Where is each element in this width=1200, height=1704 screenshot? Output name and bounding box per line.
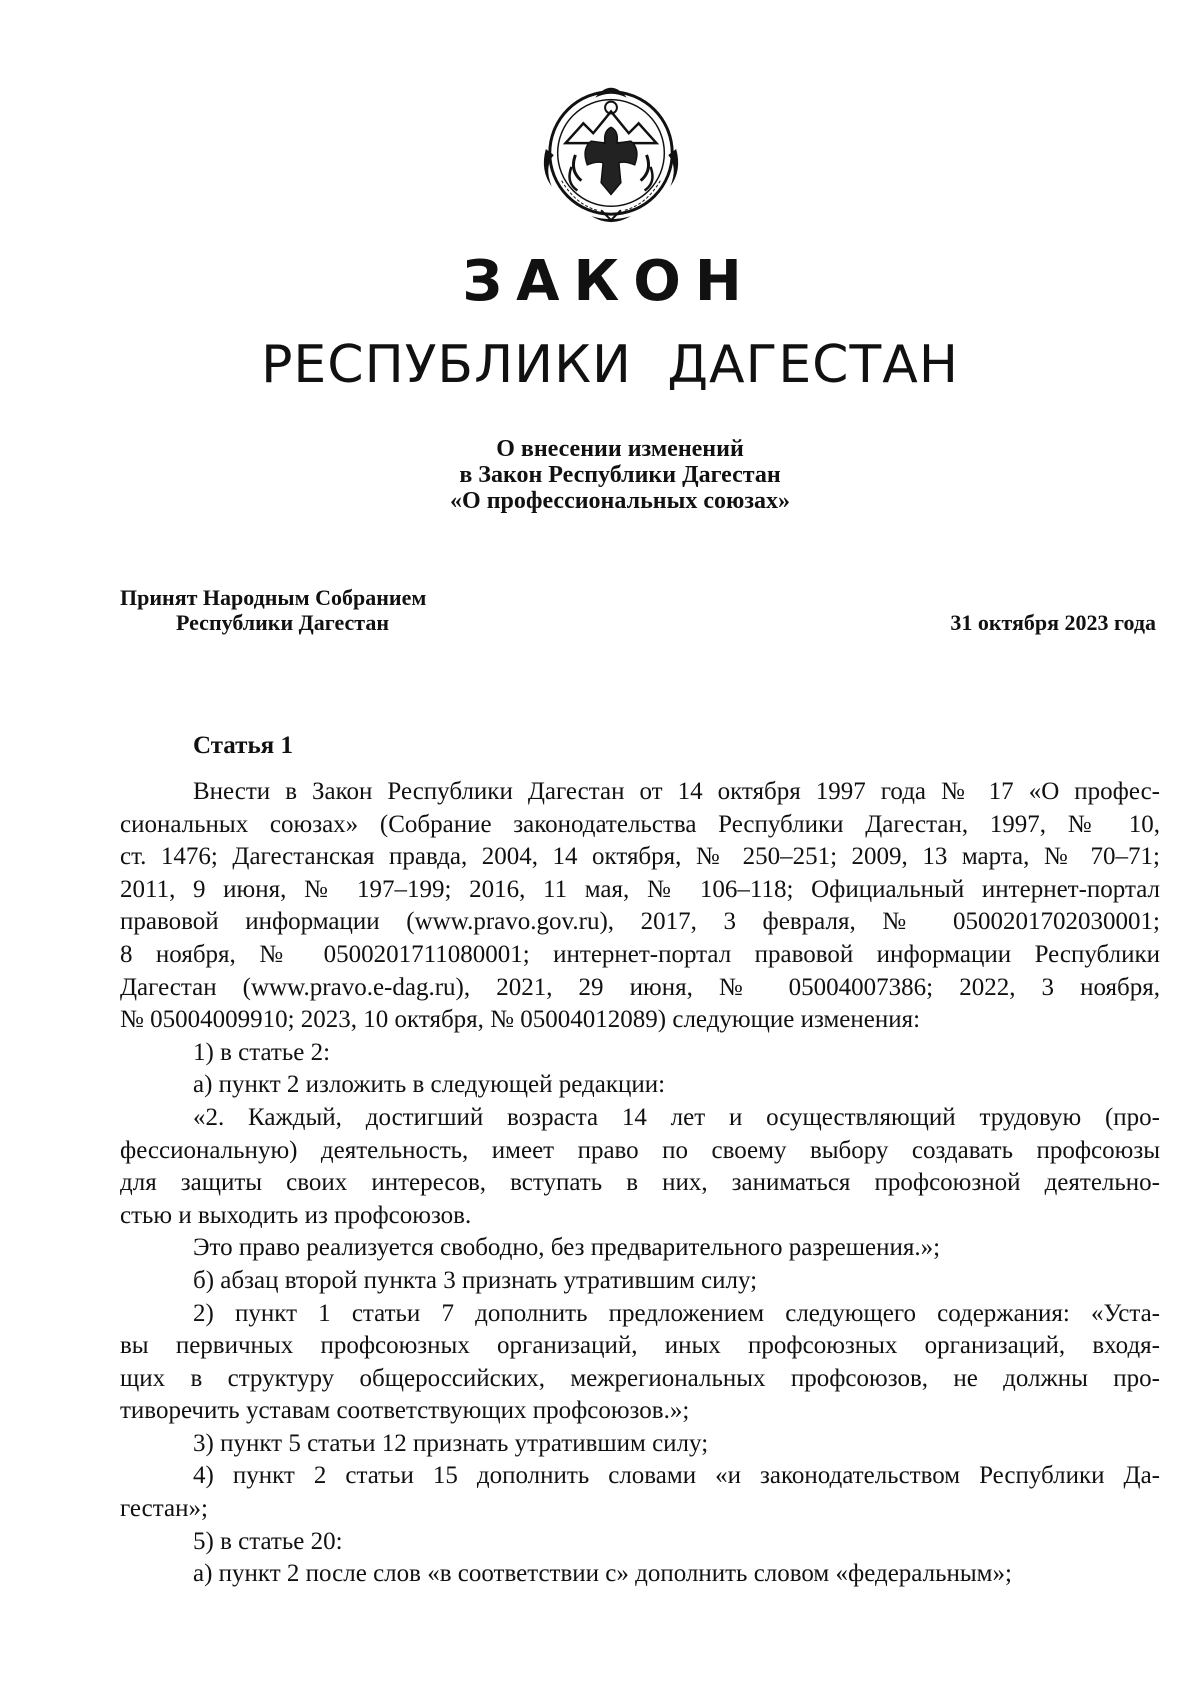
body-line: 2011, 9 июня, № 197–199; 2016, 11 мая, № 106–118; Официальный интернет-портал [120, 875, 1160, 903]
body-line: а) пункт 2 после слов «в соответствии с» дополнить словом «федеральным»; [193, 1560, 1012, 1588]
body-line: стью и выходить из профсоюзов. [120, 1201, 472, 1229]
adoption-date: 31 октября 2023 года [950, 610, 1156, 635]
adoption-statement [120, 585, 426, 635]
law-heading-line: в Закон Республики Дагестан [459, 462, 781, 488]
body-line: Это право реализуется свободно, без предварительного разрешения.»; [193, 1234, 941, 1262]
body-line: щих в структуру общероссийских, межрегиональных профсоюзов, не должны про- [120, 1364, 1160, 1392]
body-line: 1) в статье 2: [193, 1038, 331, 1066]
body-line: вы первичных профсоюзных организаций, иных профсоюзных организаций, входя- [120, 1332, 1160, 1360]
body-line: ст. 1476; Дагестанская правда, 2004, 14 октября, № 250–251; 2009, 13 марта, № 70–71; [120, 843, 1160, 871]
adoption-line: Принят Народным Собранием [120, 585, 427, 610]
body-line: 4) пункт 2 статьи 15 дополнить словами «и законодательством Республики Да- [193, 1462, 1160, 1490]
body-line: Дагестан (www.pravo.e-dag.ru), 2021, 29 июня, № 05004007386; 2022, 3 ноября, [120, 973, 1160, 1001]
body-line: тиворечить уставам соответствующих профсоюзов.»; [120, 1397, 690, 1425]
body-line: а) пункт 2 изложить в следующей редакции: [193, 1071, 666, 1099]
dagestan-coat-of-arms-icon [532, 72, 690, 230]
article-body [120, 776, 1160, 1591]
law-title: ЗАКОН [462, 249, 756, 314]
law-heading [300, 436, 940, 514]
body-line: для защиты своих интересов, вступать в них, заниматься профсоюзной деятельно- [120, 1169, 1160, 1197]
body-line: сиональных союзах» (Собрание законодательства Республики Дагестан, 1997, № 10, [120, 810, 1160, 838]
adoption-line: Республики Дагестан [176, 610, 390, 635]
body-line: фессиональную) деятельность, имеет право по своему выбору создавать профсоюзы [120, 1136, 1160, 1164]
body-line: 2) пункт 1 статьи 7 дополнить предложением следующего содержания: «Уста- [193, 1299, 1160, 1327]
body-line: 5) в статье 20: [193, 1527, 343, 1555]
law-heading-line: О внесении изменений [496, 436, 744, 462]
body-line: «2. Каждый, достигший возраста 14 лет и осуществляющий трудовую (про- [193, 1103, 1160, 1131]
body-line: правовой информации (www.pravo.gov.ru), 2017, 3 февраля, № 0500201702030001; [120, 908, 1160, 936]
body-line: 8 ноября, № 0500201711080001; интернет-портал правовой информации Республики [120, 940, 1160, 968]
body-line: б) абзац второй пункта 3 признать утратившим силу; [193, 1266, 758, 1294]
law-subtitle: РЕСПУБЛИКИ ДАГЕСТАН [261, 335, 959, 395]
article-title: Статья 1 [193, 732, 293, 759]
body-line: гестан»; [120, 1495, 208, 1523]
body-line: 3) пункт 5 статьи 12 признать утратившим силу; [193, 1429, 709, 1457]
body-line: Внести в Закон Республики Дагестан от 14 октября 1997 года № 17 «О профес- [193, 778, 1160, 805]
body-line: № 05004009910; 2023, 10 октября, № 05004012089) следующие изменения: [120, 1006, 921, 1034]
law-heading-line: «О профессиональных союзах» [450, 488, 790, 514]
